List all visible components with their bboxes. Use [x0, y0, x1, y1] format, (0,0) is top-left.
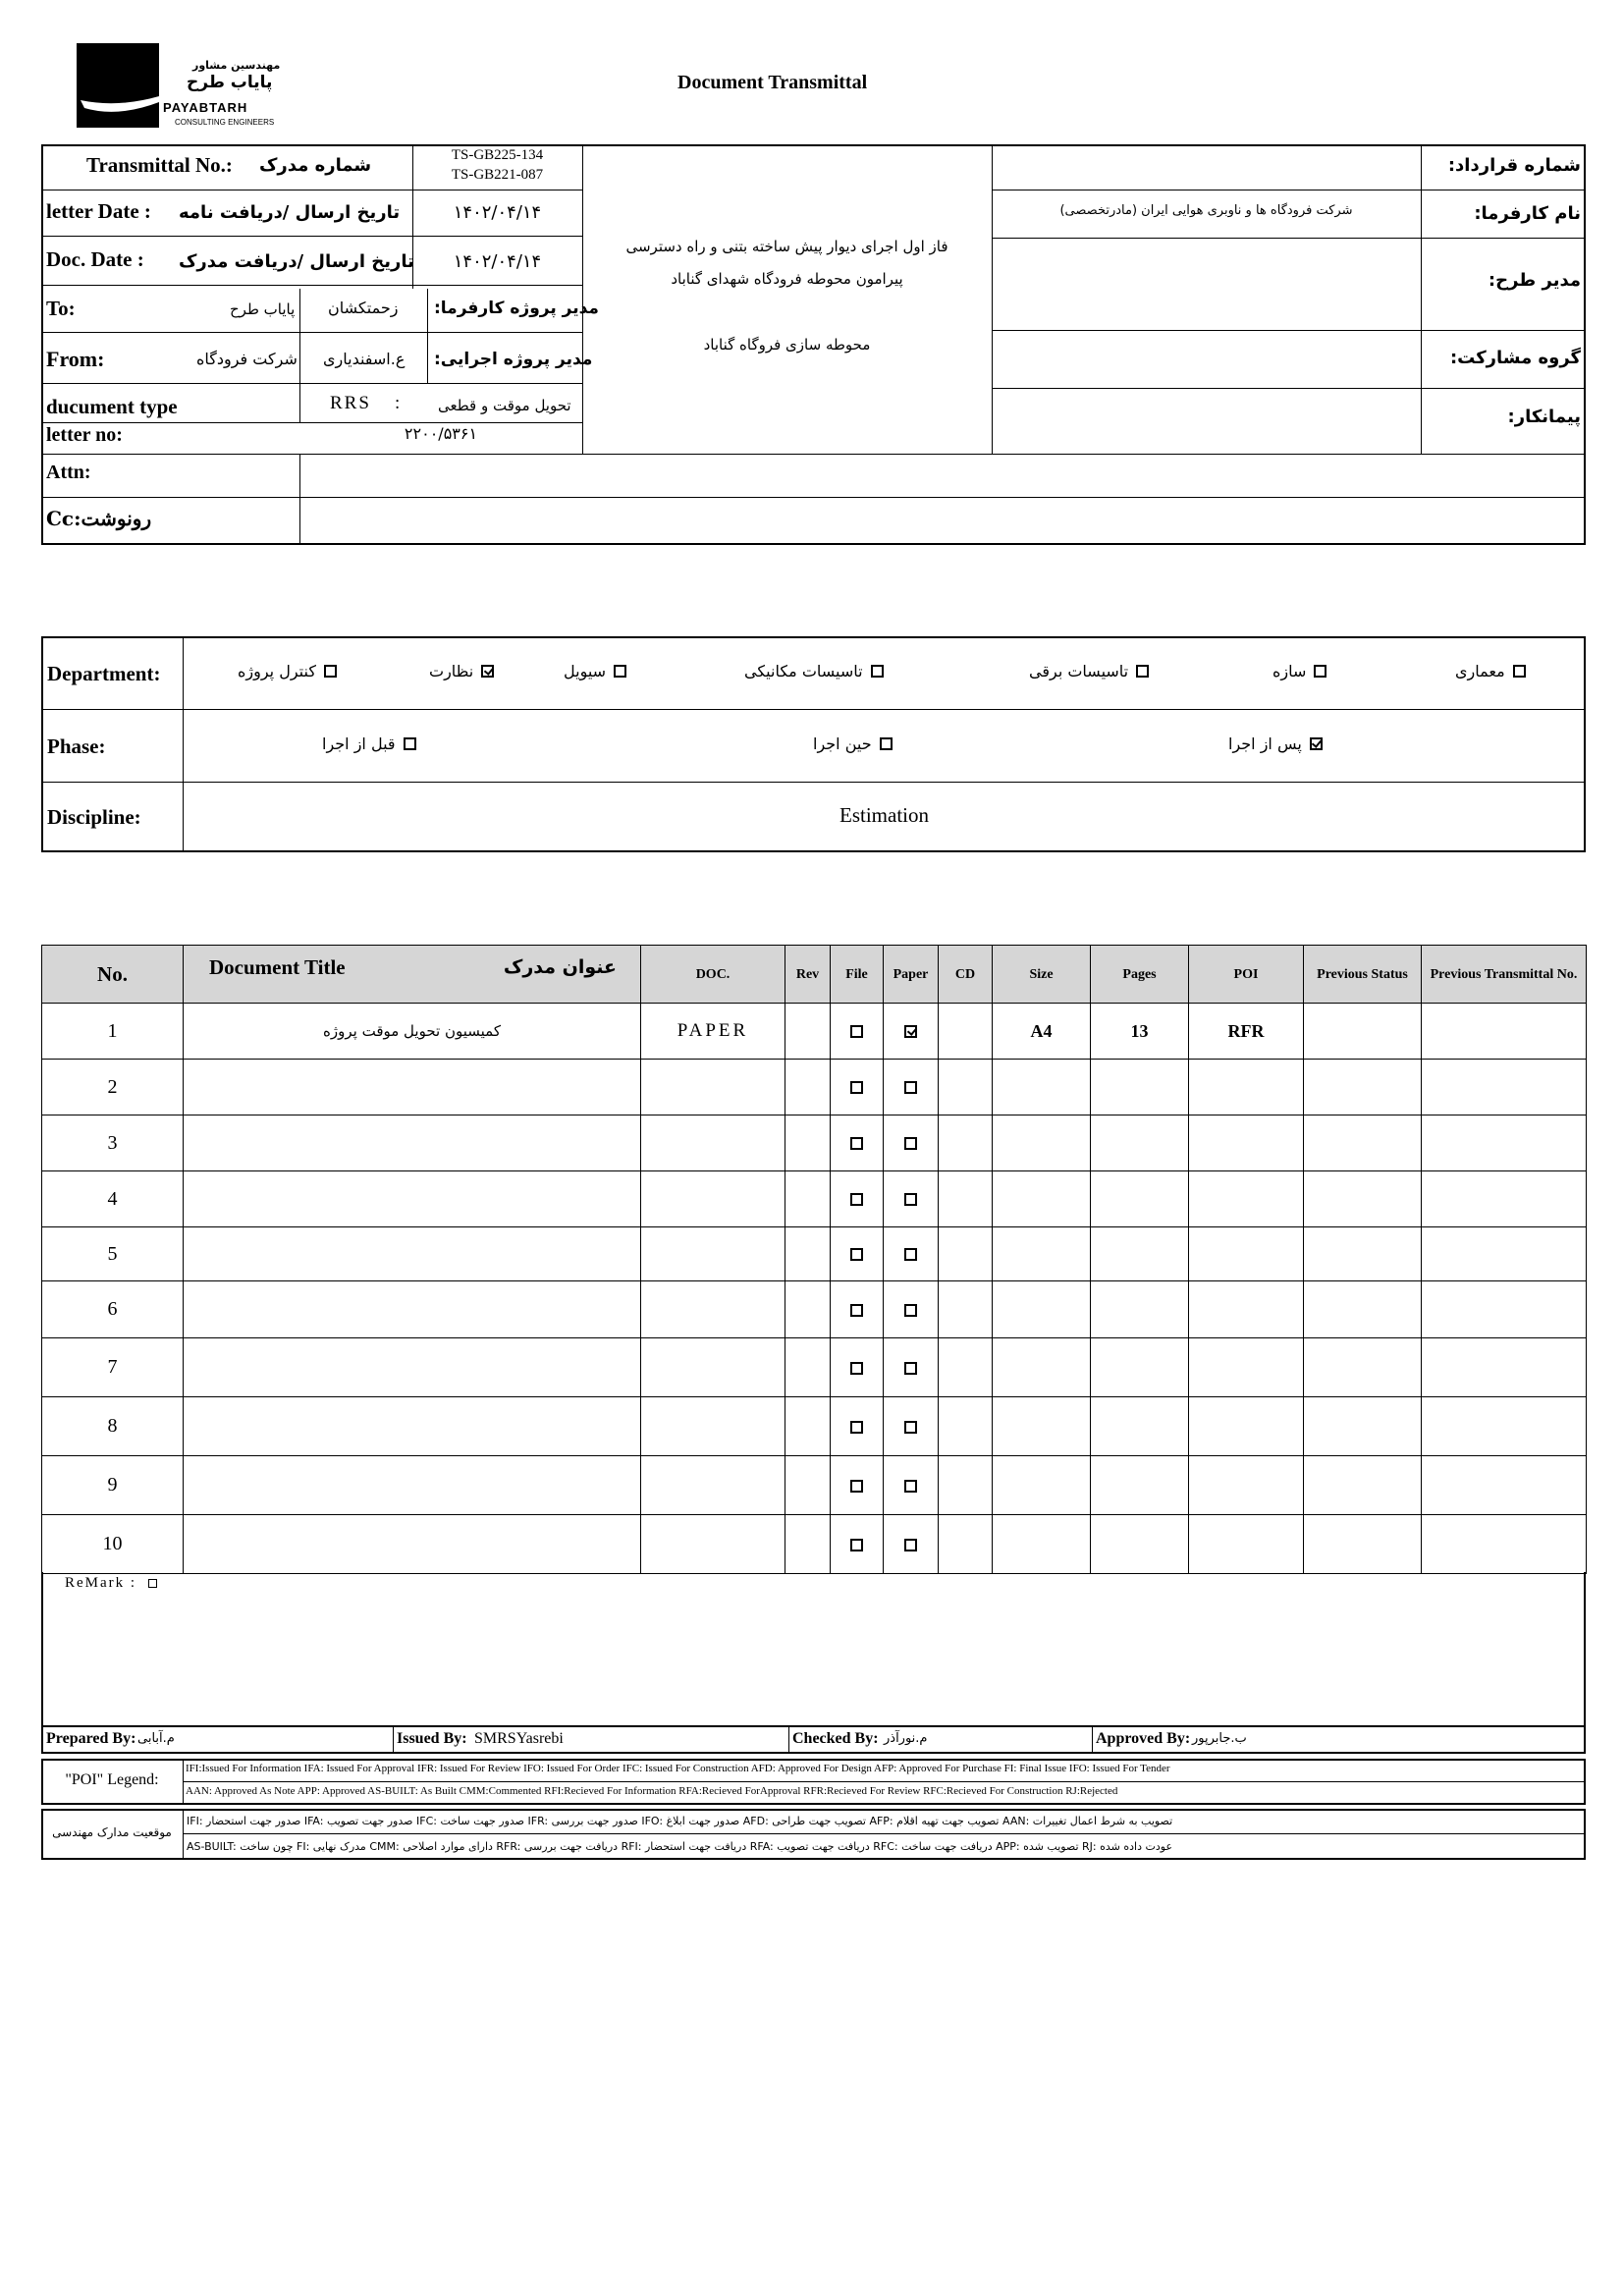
- cell-file[interactable]: [831, 1227, 884, 1281]
- cell-size: [993, 1515, 1091, 1574]
- cell-no: 10: [42, 1515, 184, 1574]
- doc-type-value: تحویل موقت و قطعی: [438, 397, 571, 414]
- department-checkbox-0[interactable]: [1513, 665, 1526, 678]
- cell-no: 7: [42, 1338, 184, 1397]
- cell-rev: [785, 1060, 831, 1115]
- cell-poi: [1189, 1515, 1304, 1574]
- cell-rev: [785, 1115, 831, 1171]
- cell-cd: [939, 1456, 993, 1515]
- cell-paper[interactable]: [884, 1397, 939, 1456]
- cell-cd: [939, 1338, 993, 1397]
- department-label-4: سیویل: [564, 662, 607, 680]
- cell-poi: [1189, 1281, 1304, 1338]
- cell-poi: [1189, 1456, 1304, 1515]
- cell-rev: [785, 1397, 831, 1456]
- letter-no-label: letter no:: [46, 424, 123, 446]
- cell-poi: [1189, 1397, 1304, 1456]
- attn-label: Attn:: [46, 462, 91, 483]
- department-label-5: نظارت: [429, 662, 474, 680]
- cell-poi: [1189, 1171, 1304, 1227]
- cell-pages: [1091, 1227, 1189, 1281]
- file-checkbox[interactable]: [850, 1480, 863, 1493]
- cell-cd: [939, 1397, 993, 1456]
- cell-prev-status: [1304, 1515, 1422, 1574]
- cell-file[interactable]: [831, 1338, 884, 1397]
- project-line-1: فاز اول اجرای دیوار پیش ساخته بتنی و راه دسترسی: [625, 238, 948, 255]
- cell-poi: [1189, 1060, 1304, 1115]
- col-title: [184, 946, 641, 1004]
- logo-farsi-top: مهندسین مشاور: [192, 59, 281, 72]
- from-label: From:: [46, 347, 105, 371]
- department-checkbox-2[interactable]: [1136, 665, 1149, 678]
- col-pages: Pages: [1091, 946, 1189, 1004]
- status-legend-label: موقعیت مدارک مهندسی: [52, 1825, 172, 1839]
- col-title-fa: عنوان مدرک: [503, 956, 617, 978]
- cell-prev-transmittal: [1422, 1060, 1587, 1115]
- cell-rev: [785, 1338, 831, 1397]
- table-row: [42, 1060, 1587, 1115]
- cell-title: [184, 1060, 641, 1115]
- cell-pages: [1091, 1281, 1189, 1338]
- col-no: No.: [42, 946, 184, 1004]
- paper-checkbox[interactable]: [904, 1081, 917, 1094]
- cell-file[interactable]: [831, 1115, 884, 1171]
- approved-label: Approved By:: [1096, 1730, 1191, 1747]
- cell-no: 6: [42, 1281, 184, 1338]
- cell-no: 3: [42, 1115, 184, 1171]
- cell-paper[interactable]: [884, 1115, 939, 1171]
- table-row: [42, 1281, 1587, 1338]
- cell-file[interactable]: [831, 1281, 884, 1338]
- to-label: To:: [46, 297, 76, 320]
- cell-paper[interactable]: [884, 1004, 939, 1060]
- department-checkbox-4[interactable]: [614, 665, 626, 678]
- phase-checkbox-0[interactable]: [1310, 737, 1323, 750]
- cell-file[interactable]: [831, 1456, 884, 1515]
- cell-prev-transmittal: [1422, 1456, 1587, 1515]
- cell-prev-transmittal: [1422, 1115, 1587, 1171]
- cell-rev: [785, 1171, 831, 1227]
- department-checkbox-3[interactable]: [871, 665, 884, 678]
- cell-prev-status: [1304, 1338, 1422, 1397]
- cell-prev-status: [1304, 1397, 1422, 1456]
- contractor-label: پیمانکار:: [1507, 407, 1581, 427]
- partnership-label: گروه مشارکت:: [1449, 348, 1581, 368]
- discipline-value: Estimation: [839, 803, 929, 827]
- cell-size: [993, 1060, 1091, 1115]
- file-checkbox[interactable]: [850, 1025, 863, 1038]
- checked-value: م.نورآذر: [884, 1731, 928, 1746]
- paper-checkbox[interactable]: [904, 1193, 917, 1206]
- cell-title: [184, 1281, 641, 1338]
- logo-farsi-name: پایاب طرح: [187, 73, 273, 92]
- cell-prev-status: [1304, 1004, 1422, 1060]
- cell-paper[interactable]: [884, 1515, 939, 1574]
- cell-prev-transmittal: [1422, 1227, 1587, 1281]
- file-checkbox[interactable]: [850, 1539, 863, 1551]
- cell-prev-transmittal: [1422, 1004, 1587, 1060]
- logo-mark-icon: [77, 43, 159, 128]
- col-poi: POI: [1189, 946, 1304, 1004]
- project-line-3: محوطه سازی فروگاه گناباد: [703, 336, 871, 354]
- logo-en-sub: CONSULTING ENGINEERS: [175, 118, 275, 127]
- cell-paper[interactable]: [884, 1338, 939, 1397]
- prepared-value: م.آبابی: [137, 1731, 175, 1746]
- exec-pm-value: ع.اسفندیاری: [323, 350, 406, 368]
- table-row: [42, 1456, 1587, 1515]
- paper-checkbox[interactable]: [904, 1137, 917, 1150]
- cell-file[interactable]: [831, 1004, 884, 1060]
- col-title-en: Document Title: [209, 955, 346, 979]
- paper-checkbox[interactable]: [904, 1539, 917, 1551]
- cell-pages: [1091, 1171, 1189, 1227]
- cell-prev-transmittal: [1422, 1281, 1587, 1338]
- cell-paper[interactable]: [884, 1456, 939, 1515]
- cell-doc: [641, 1397, 785, 1456]
- exec-pm-label: مدیر پروژه اجرایی:: [434, 350, 593, 369]
- department-label-1: سازه: [1272, 662, 1307, 680]
- phase-option-0[interactable]: [1228, 734, 1323, 753]
- cell-doc: [641, 1227, 785, 1281]
- phase-label-1: حین اجرا: [813, 734, 872, 753]
- company-logo: [77, 43, 281, 128]
- cell-cd: [939, 1060, 993, 1115]
- phase-checkbox-2[interactable]: [404, 737, 416, 750]
- col-cd: CD: [939, 946, 993, 1004]
- cell-size: [993, 1338, 1091, 1397]
- phase-option-2[interactable]: [322, 734, 416, 753]
- cell-file[interactable]: [831, 1060, 884, 1115]
- cell-doc: [641, 1515, 785, 1574]
- client-pm-value: زحمتکشان: [328, 299, 399, 317]
- table-row: [42, 1515, 1587, 1574]
- cell-prev-transmittal: [1422, 1171, 1587, 1227]
- page-title: Document Transmittal: [677, 72, 868, 93]
- cell-title: کمیسیون تحویل موقت پروژه: [184, 1004, 641, 1060]
- department-option-4[interactable]: [564, 662, 626, 680]
- cell-size: [993, 1227, 1091, 1281]
- paper-checkbox[interactable]: [904, 1362, 917, 1375]
- cell-doc: [641, 1456, 785, 1515]
- cell-title: [184, 1456, 641, 1515]
- file-checkbox[interactable]: [850, 1362, 863, 1375]
- cell-size: [993, 1171, 1091, 1227]
- cell-cd: [939, 1227, 993, 1281]
- cell-paper[interactable]: [884, 1227, 939, 1281]
- cell-title: [184, 1227, 641, 1281]
- cell-prev-status: [1304, 1281, 1422, 1338]
- cell-poi: [1189, 1338, 1304, 1397]
- file-checkbox[interactable]: [850, 1421, 863, 1434]
- file-checkbox[interactable]: [850, 1248, 863, 1261]
- phase-checkbox-1[interactable]: [880, 737, 893, 750]
- contract-no-label: شماره قرارداد:: [1447, 155, 1581, 176]
- cell-size: A4: [993, 1004, 1091, 1060]
- cell-no: 2: [42, 1060, 184, 1115]
- phase-label: Phase:: [47, 734, 106, 758]
- to-value: پایاب طرح: [230, 300, 296, 318]
- approved-value: ب.جابرپور: [1192, 1731, 1247, 1746]
- table-row: [42, 1004, 1587, 1060]
- cell-rev: [785, 1004, 831, 1060]
- cell-size: [993, 1115, 1091, 1171]
- cell-poi: [1189, 1115, 1304, 1171]
- employer-value: شرکت فرودگاه ها و ناوبری هوایی ایران (مادرتخصصی): [1059, 203, 1353, 218]
- cell-paper[interactable]: [884, 1171, 939, 1227]
- project-line-2: پیرامون محوطه فرودگاه شهدای گناباد: [671, 270, 903, 288]
- doc-type-sep: :: [395, 393, 401, 413]
- poi-legend-line-2: AAN: Approved As Note APP: Approved AS-BUILT: As Built CMM:Commented RFI:Recieved For Information RFA:Recieved ForApproval RFR:Recieved For Review RFC:Recieved For Construction RJ:Rejected: [186, 1785, 1118, 1797]
- cell-no: 4: [42, 1171, 184, 1227]
- issued-value: SMRSYasrebi: [474, 1730, 564, 1747]
- cell-doc: [641, 1281, 785, 1338]
- cell-no: 9: [42, 1456, 184, 1515]
- file-checkbox[interactable]: [850, 1081, 863, 1094]
- department-label-0: معماری: [1455, 662, 1505, 680]
- transmittal-label-fa: شماره مدرک: [259, 155, 372, 176]
- doc-type-label: ducument type: [46, 395, 178, 418]
- issued-label: Issued By:: [397, 1730, 467, 1747]
- poi-legend-line-1: IFI:Issued For Information IFA: Issued For Approval IFR: Issued For Review IFO: Issued For Order IFC: Issued For Construction AFD: Approved For Design AFP: Approved For Purchase FI: Final Issue IFO: Issued For Tender: [186, 1763, 1170, 1774]
- status-legend-line-1: IFI: صدور جهت استحضار IFA: صدور جهت تصویب IFC: صدور جهت ساخت IFR: صدور جهت بررسی IFO: صدور جهت ابلاغ AFD: تصویب جهت طراحی AFP: تصویب جهت تهیه اقلام AAN: تصویب به شرط اعمال تغییرات: [187, 1815, 1173, 1827]
- file-checkbox[interactable]: [850, 1304, 863, 1317]
- cell-pages: [1091, 1338, 1189, 1397]
- cell-rev: [785, 1281, 831, 1338]
- cell-pages: [1091, 1060, 1189, 1115]
- cell-rev: [785, 1515, 831, 1574]
- cell-prev-transmittal: [1422, 1515, 1587, 1574]
- paper-checkbox[interactable]: [904, 1025, 917, 1038]
- cell-cd: [939, 1515, 993, 1574]
- cell-poi: RFR: [1189, 1004, 1304, 1060]
- employer-label: نام کارفرما:: [1474, 203, 1581, 224]
- table-header-row: [42, 946, 1587, 1004]
- cell-cd: [939, 1171, 993, 1227]
- doc-date-label-en: Doc. Date :: [46, 247, 144, 271]
- cell-prev-transmittal: [1422, 1397, 1587, 1456]
- cell-poi: [1189, 1227, 1304, 1281]
- remark-box: [41, 1572, 1586, 1727]
- cell-doc: [641, 1338, 785, 1397]
- cell-doc: [641, 1171, 785, 1227]
- department-option-5[interactable]: [429, 662, 494, 680]
- doc-type-code: RRS: [330, 393, 371, 413]
- file-checkbox[interactable]: [850, 1137, 863, 1150]
- poi-legend-label: "POI" Legend:: [65, 1771, 159, 1788]
- department-label-2: تاسیسات برقی: [1029, 662, 1129, 680]
- department-option-1[interactable]: [1272, 662, 1326, 680]
- letter-date-label-en: letter Date :: [46, 199, 151, 223]
- table-row: [42, 1397, 1587, 1456]
- cell-no: 8: [42, 1397, 184, 1456]
- phase-option-1[interactable]: [813, 734, 893, 753]
- cell-title: [184, 1115, 641, 1171]
- remark-checkbox[interactable]: [148, 1579, 157, 1588]
- cell-title: [184, 1338, 641, 1397]
- cell-pages: [1091, 1515, 1189, 1574]
- table-row: [42, 1338, 1587, 1397]
- cell-prev-status: [1304, 1456, 1422, 1515]
- col-size: Size: [993, 946, 1091, 1004]
- cell-prev-transmittal: [1422, 1338, 1587, 1397]
- letter-date-value: ۱۴۰۲/۰۴/۱۴: [453, 202, 542, 223]
- cell-pages: [1091, 1397, 1189, 1456]
- transmittal-no-1: TS-GB225-134: [451, 147, 544, 163]
- doc-date-label-fa: تاریخ ارسال /دریافت مدرک: [179, 251, 414, 272]
- cell-rev: [785, 1456, 831, 1515]
- cell-pages: [1091, 1456, 1189, 1515]
- cell-cd: [939, 1115, 993, 1171]
- paper-checkbox[interactable]: [904, 1304, 917, 1317]
- cell-doc: PAPER: [641, 1004, 785, 1060]
- department-checkbox-1[interactable]: [1314, 665, 1326, 678]
- department-label-6: کنترل پروژه: [238, 662, 316, 680]
- department-label: Department:: [47, 662, 161, 685]
- col-prev-status: Previous Status: [1304, 946, 1422, 1004]
- doc-date-value: ۱۴۰۲/۰۴/۱۴: [453, 251, 542, 272]
- cell-cd: [939, 1004, 993, 1060]
- department-option-2[interactable]: [1029, 662, 1149, 680]
- design-manager-label: مدیر طرح:: [1488, 270, 1581, 291]
- cell-title: [184, 1171, 641, 1227]
- col-paper: Paper: [884, 946, 939, 1004]
- cell-size: [993, 1397, 1091, 1456]
- col-prev-transmittal: Previous Transmittal No.: [1422, 946, 1587, 1004]
- cell-no: 5: [42, 1227, 184, 1281]
- cell-title: [184, 1515, 641, 1574]
- table-row: [42, 1227, 1587, 1281]
- file-checkbox[interactable]: [850, 1193, 863, 1206]
- department-label-3: تاسیسات مکانیکی: [744, 662, 863, 680]
- letter-no-value: ۲۲۰۰/۵۳۶۱: [404, 424, 478, 443]
- paper-checkbox[interactable]: [904, 1421, 917, 1434]
- table-row: [42, 1171, 1587, 1227]
- remark-label: ReMark :: [65, 1575, 157, 1592]
- documents-table: [41, 945, 1587, 1574]
- cell-title: [184, 1397, 641, 1456]
- cell-paper[interactable]: [884, 1281, 939, 1338]
- cell-paper[interactable]: [884, 1060, 939, 1115]
- prepared-label: Prepared By:: [46, 1730, 136, 1747]
- cell-pages: [1091, 1115, 1189, 1171]
- checked-label: Checked By:: [792, 1730, 879, 1747]
- cell-no: 1: [42, 1004, 184, 1060]
- cell-prev-status: [1304, 1115, 1422, 1171]
- department-checkbox-6[interactable]: [324, 665, 337, 678]
- cell-file[interactable]: [831, 1515, 884, 1574]
- cell-size: [993, 1281, 1091, 1338]
- paper-checkbox[interactable]: [904, 1480, 917, 1493]
- department-option-0[interactable]: [1455, 662, 1526, 680]
- table-row: [42, 1115, 1587, 1171]
- cell-prev-status: [1304, 1060, 1422, 1115]
- transmittal-no-2: TS-GB221-087: [451, 167, 544, 183]
- department-option-3[interactable]: [744, 662, 884, 680]
- logo-en-name: PAYABTARH: [163, 100, 248, 115]
- cell-prev-status: [1304, 1171, 1422, 1227]
- cell-file[interactable]: [831, 1397, 884, 1456]
- client-pm-label: مدیر پروژه کارفرما:: [434, 299, 599, 318]
- cell-cd: [939, 1281, 993, 1338]
- transmittal-label-en: Transmittal No.:: [86, 153, 233, 177]
- from-value: شرکت فرودگاه: [196, 350, 298, 368]
- cell-pages: 13: [1091, 1004, 1189, 1060]
- cell-doc: [641, 1115, 785, 1171]
- col-file: File: [831, 946, 884, 1004]
- cell-prev-status: [1304, 1227, 1422, 1281]
- status-legend-line-2: AS-BUILT: چون ساخت FI: مدرک نهایی CMM: دارای موارد اصلاحی RFR: دریافت جهت بررسی RFI: دریافت جهت استحضار RFA: دریافت جهت تصویب RFC: دریافت جهت ساخت APP: تصویب شده RJ: عودت داده شده: [187, 1840, 1173, 1853]
- cell-doc: [641, 1060, 785, 1115]
- discipline-label: Discipline:: [47, 805, 141, 829]
- cell-rev: [785, 1227, 831, 1281]
- cell-size: [993, 1456, 1091, 1515]
- cc-label: Cc:رونوشت: [46, 507, 152, 530]
- phase-label-2: قبل از اجرا: [322, 734, 396, 753]
- cell-file[interactable]: [831, 1171, 884, 1227]
- col-rev: Rev: [785, 946, 831, 1004]
- phase-label-0: پس از اجرا: [1228, 734, 1302, 753]
- col-doc: DOC.: [641, 946, 785, 1004]
- paper-checkbox[interactable]: [904, 1248, 917, 1261]
- department-option-6[interactable]: [238, 662, 337, 680]
- department-checkbox-5[interactable]: [481, 665, 494, 678]
- letter-date-label-fa: تاریخ ارسال /دریافت نامه: [179, 202, 401, 223]
